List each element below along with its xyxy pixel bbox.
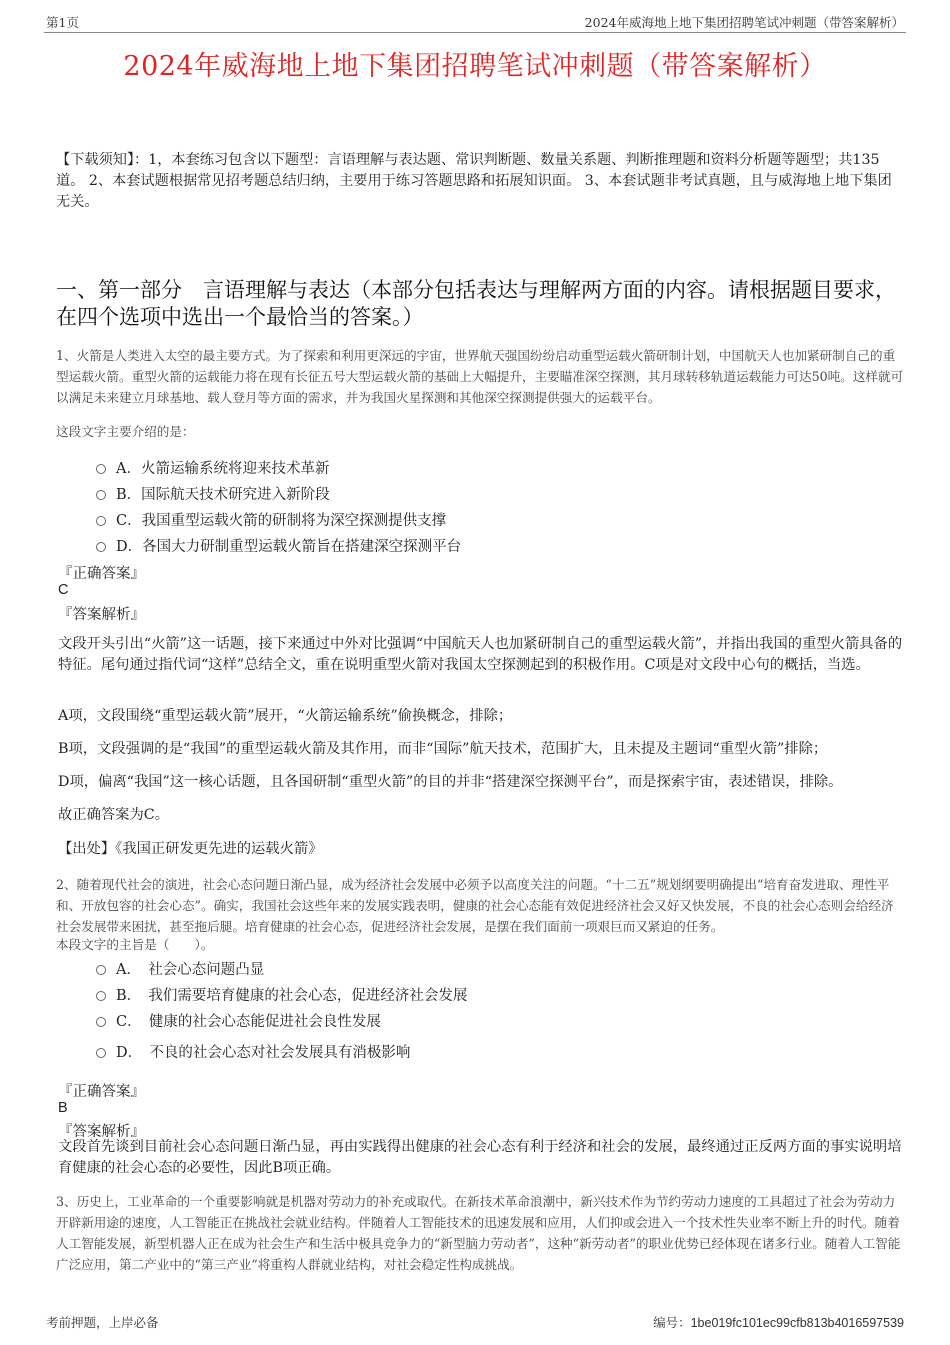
option-label: B． 我们需要培育健康的社会心态，促进经济社会发展 (116, 988, 468, 1004)
option-label: B．国际航天技术研究进入新阶段 (116, 487, 330, 503)
q1-answer: C (58, 582, 69, 598)
radio-icon[interactable] (96, 464, 106, 474)
q1-source: 【出处】《我国正研发更先进的运载火箭》 (58, 841, 323, 857)
option-label: A． 社会心态问题凸显 (116, 962, 265, 978)
q1-answer-label: 『正确答案』 (58, 566, 145, 582)
q1-option-c[interactable] (96, 509, 446, 530)
download-notice: 【下载须知】：1，本套练习包含以下题型：言语理解与表达题、常识判断题、数量关系题、判断推理题和资料分析题等题型；共135道。 2、本套试题根据常见招考题总结归纳，主要用于练习答题思路和拓展知识面。 3、本套试题非考试真题，且与威海地上地下集团无关。 (56, 152, 892, 210)
radio-icon[interactable] (96, 516, 106, 526)
q1-analysis-d: D项，偏离“我国”这一核心话题，且各国研制“重型火箭”的目的并非“搭建深空探测平台”，而是探索宇宙，表述错误，排除。 (58, 774, 843, 790)
q2-option-d[interactable] (96, 1041, 410, 1062)
q2-stem: 2、随着现代社会的演进，社会心态问题日渐凸显，成为经济社会发展中必须予以高度关注的问题。“十二五”规划纲要明确提出“培育奋发进取、理性平和、开放包容的社会心态”。确实，我国社会这些年来的发展实践表明，健康的社会心态能有效促进经济社会又好又快发展，不良的社会心态则会给经济社会发展带来困扰，甚至拖后腿。培育健康的社会心态，促进经济社会发展，是摆在我们面前一项艰巨而又紧迫的任务。 (56, 877, 894, 934)
header-doc-title: 2024年威海地上地下集团招聘笔试冲刺题（带答案解析） (584, 15, 904, 30)
serial-label: 编号： (653, 1315, 691, 1330)
q2-analysis: 文段首先谈到目前社会心态问题日渐凸显，再由实践得出健康的社会心态有利于经济和社会的发展，最终通过正反两方面的事实说明培育健康的社会心态的必要性，因此B项正确。 (58, 1139, 902, 1176)
radio-icon[interactable] (96, 965, 106, 975)
section-heading: 一、第一部分 言语理解与表达（本部分包括表达与理解两方面的内容。请根据题目要求，在四个选项中选出一个最恰当的答案。） (56, 278, 896, 329)
option-label: D． 不良的社会心态对社会发展具有消极影响 (116, 1045, 411, 1061)
q1-analysis-b: B项，文段强调的是“我国”的重型运载火箭及其作用，而非“国际”航天技术，范围扩大，且未提及主题词“重型火箭”排除； (58, 741, 828, 757)
q1-prompt: 这段文字主要介绍的是： (56, 424, 195, 439)
radio-icon[interactable] (96, 542, 106, 552)
q1-option-d[interactable] (96, 535, 461, 556)
radio-icon[interactable] (96, 1017, 106, 1027)
q2-answer-label: 『正确答案』 (58, 1084, 145, 1100)
q1-option-a[interactable] (96, 457, 329, 478)
footer-slogan: 考前押题，上岸必备 (46, 1315, 159, 1330)
q2-option-a[interactable] (96, 958, 264, 979)
radio-icon[interactable] (96, 490, 106, 500)
radio-icon[interactable] (96, 1048, 106, 1058)
q2-answer: B (58, 1100, 68, 1116)
option-label: A．火箭运输系统将迎来技术革新 (116, 461, 330, 477)
q1-conclusion: 故正确答案为C。 (58, 807, 170, 823)
option-label: C． 健康的社会心态能促进社会良性发展 (116, 1014, 381, 1030)
footer-serial-block (653, 1313, 904, 1331)
page-title: 2024年威海地上地下集团招聘笔试冲刺题（带答案解析） (123, 51, 827, 82)
option-label: C．我国重型运载火箭的研制将为深空探测提供支撑 (116, 513, 447, 529)
radio-icon[interactable] (96, 991, 106, 1001)
option-label: D．各国大力研制重型运载火箭旨在搭建深空探测平台 (116, 539, 462, 555)
q2-analysis-label: 『答案解析』 (58, 1124, 145, 1140)
q2-option-c[interactable] (96, 1010, 381, 1031)
serial-number: 1be019fc101ec99cfb813b4016597539 (690, 1316, 904, 1330)
page-number: 第1页 (46, 15, 79, 30)
q2-prompt: 本段文字的主旨是（ ）。 (56, 937, 214, 952)
q1-option-b[interactable] (96, 483, 330, 504)
q1-stem: 1、火箭是人类进入太空的最主要方式。为了探索和利用更深远的宇宙，世界航天强国纷纷启动重型运载火箭研制计划，中国航天人也加紧研制自己的重型运载火箭。重型火箭的运载能力将在现有长征五号大型运载火箭的基础上大幅提升，主要瞄准深空探测，其月球转移轨道运载能力可达50吨。这样就可以满足未来建立月球基地、载人登月等方面的需求，并为我国火星探测和其他深空探测提供强大的运载平台。 (56, 348, 904, 405)
q3-stem: 3、历史上，工业革命的一个重要影响就是机器对劳动力的补充或取代。在新技术革命浪潮中，新兴技术作为节约劳动力速度的工具超过了社会为劳动力开辟新用途的速度，人工智能正在挑战社会就业结构。伴随着人工智能技术的迅速发展和应用，人们抑或会进入一个技术性失业率不断上升的时代。随着人工智能发展，新型机器人正在成为社会生产和生活中极具竞争力的“新型脑力劳动者”，这种“新劳动者”的职业优势已经体现在诸多行业。随着人工智能广泛应用，第二产业中的“第三产业”将重构人群就业结构，对社会稳定性构成挑战。 (56, 1194, 901, 1272)
q1-analysis-main: 文段开头引出“火箭”这一话题，接下来通过中外对比强调“中国航天人也加紧研制自己的重型运载火箭”，并指出我国的重型火箭具备的特征。尾句通过指代词“这样”总结全文，重在说明重型火箭对我国太空探测起到的积极作用。C项是对文段中心句的概括，当选。 (58, 636, 903, 673)
q1-analysis-a: A项，文段围绕“重型运载火箭”展开，“火箭运输系统”偷换概念，排除； (58, 708, 513, 724)
q2-option-b[interactable] (96, 984, 467, 1005)
header-divider (44, 32, 906, 33)
q1-analysis-label: 『答案解析』 (58, 607, 145, 623)
